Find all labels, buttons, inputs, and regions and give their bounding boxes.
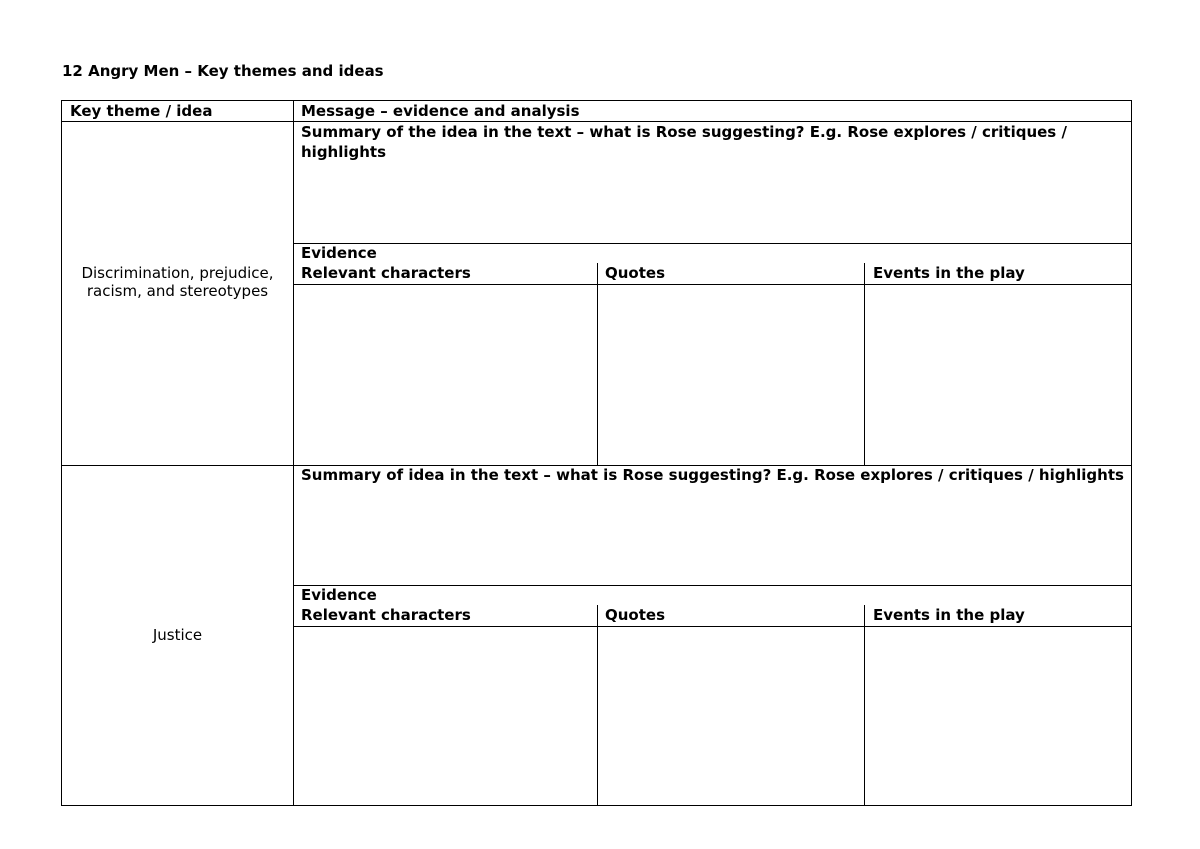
row2-quotes-cell[interactable] bbox=[598, 627, 864, 805]
document-title: 12 Angry Men – Key themes and ideas bbox=[62, 62, 384, 80]
row2-summary-divider bbox=[293, 585, 1131, 586]
row1-theme: Discrimination, prejudice, racism, and stereotypes bbox=[81, 264, 274, 300]
row2-characters-cell[interactable] bbox=[294, 627, 597, 805]
row1-col-relevant-characters: Relevant characters bbox=[301, 264, 471, 282]
row1-col-events: Events in the play bbox=[873, 264, 1025, 282]
row1-events-cell[interactable] bbox=[865, 285, 1131, 465]
row2-events-cell[interactable] bbox=[865, 627, 1131, 805]
row1-characters-cell[interactable] bbox=[294, 285, 597, 465]
row1-summary-prompt: Summary of the idea in the text – what is Rose suggesting? E.g. Rose explores / critiques / highlights bbox=[301, 123, 1067, 161]
row2-col-quotes: Quotes bbox=[605, 606, 666, 624]
row2-col-relevant-characters: Relevant characters bbox=[301, 606, 471, 624]
row2-summary-prompt: Summary of idea in the text – what is Rose suggesting? E.g. Rose explores / critiques / highlights bbox=[301, 466, 1124, 484]
header-key-theme: Key theme / idea bbox=[70, 102, 213, 120]
row2-col-events: Events in the play bbox=[873, 606, 1025, 624]
themes-table bbox=[61, 100, 1132, 806]
row1-summary-divider bbox=[293, 243, 1131, 244]
row2-theme: Justice bbox=[152, 626, 203, 644]
row1-evidence-label: Evidence bbox=[301, 244, 377, 262]
row1-quotes-cell[interactable] bbox=[598, 285, 864, 465]
row2-evidence-label: Evidence bbox=[301, 586, 377, 604]
header-message: Message – evidence and analysis bbox=[301, 102, 580, 120]
row1-col-quotes: Quotes bbox=[605, 264, 666, 282]
